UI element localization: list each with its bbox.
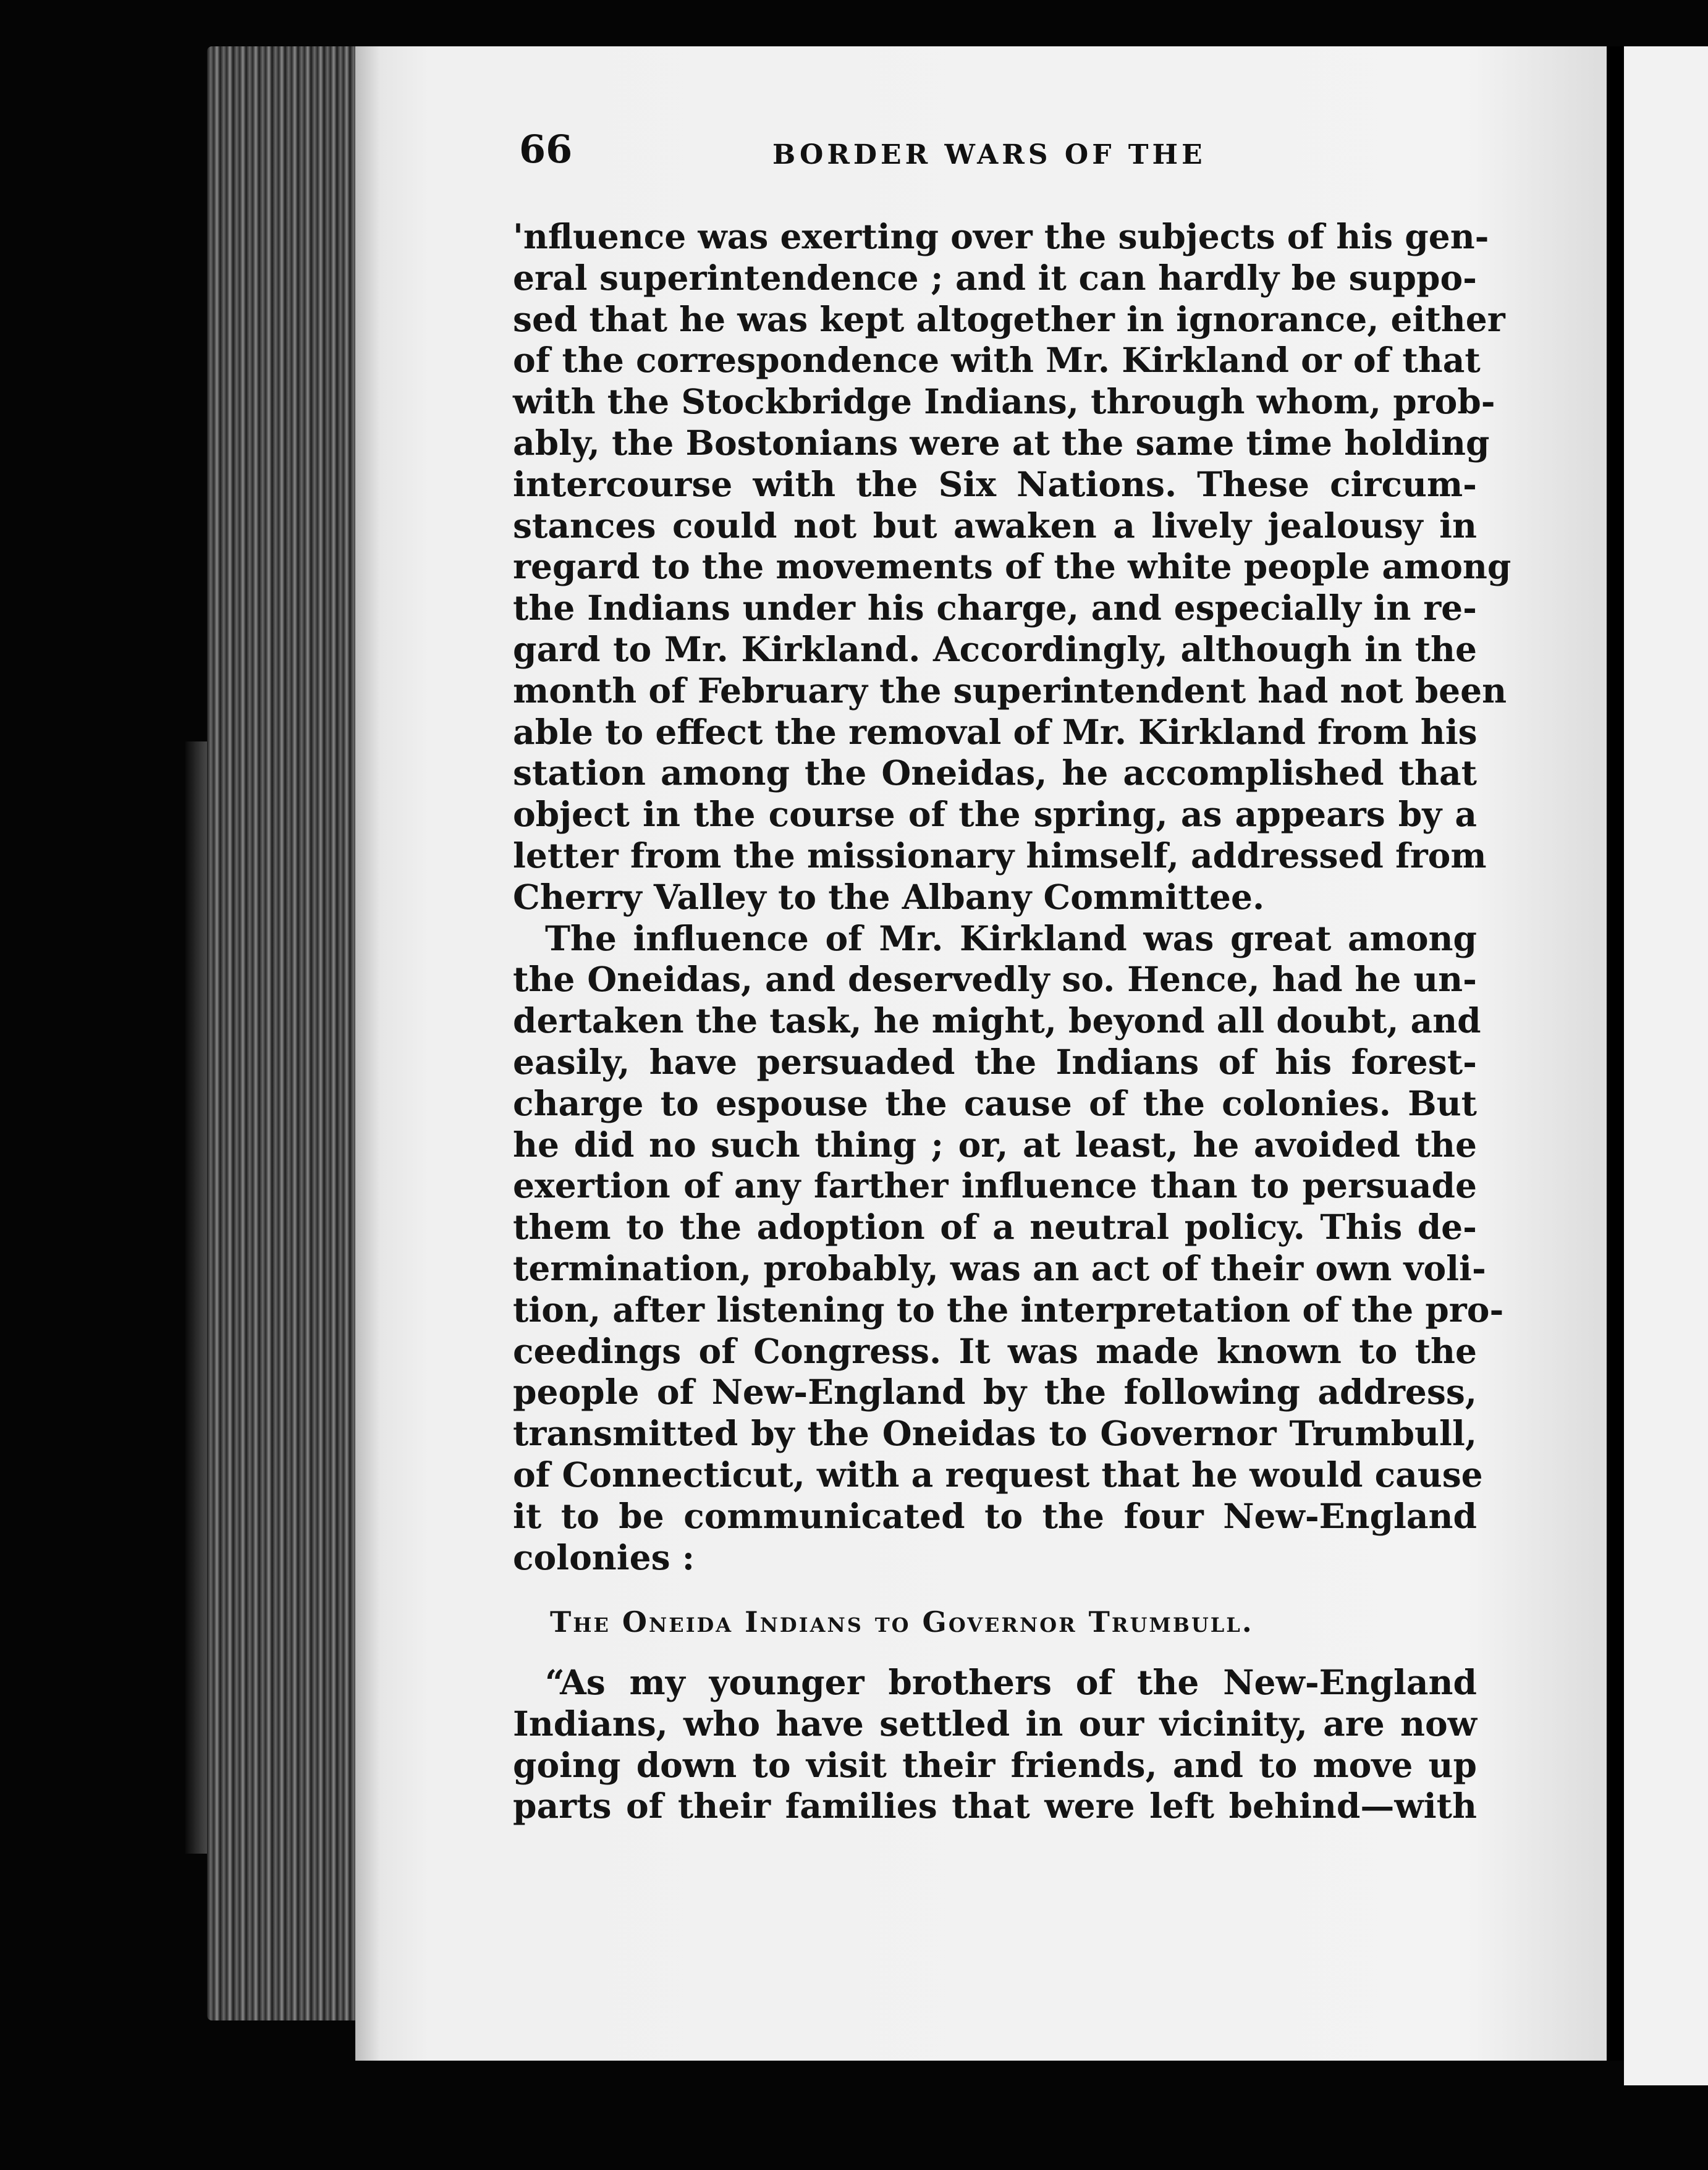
text-line: month of February the superintendent had not been	[513, 670, 1507, 711]
text-line: of the correspondence with Mr. Kirkland or of that	[513, 340, 1481, 381]
text-line: exertion of any farther influence than to persuade	[513, 1165, 1477, 1206]
text-line: it to be communicated to the four New-England	[513, 1495, 1477, 1536]
text-line: Cherry Valley to the Albany Committee.	[513, 876, 1265, 917]
text-line: 'nfluence was exerting over the subjects of his gen-	[513, 216, 1489, 256]
text-line: colonies :	[513, 1537, 695, 1577]
text-line: Indians, who have settled in our vicinity, are now	[513, 1703, 1477, 1744]
text-line: parts of their families that were left behind—with	[513, 1786, 1477, 1826]
text-line: intercourse with the Six Nations. These circum-	[513, 463, 1477, 504]
letter-heading: The Oneida Indians to Governor Trumbull.	[550, 1605, 1254, 1639]
text-line: gard to Mr. Kirkland. Accordingly, although in the	[513, 628, 1477, 669]
text-line: The influence of Mr. Kirkland was great among	[545, 918, 1477, 958]
text-line: letter from the missionary himself, addressed from	[513, 835, 1487, 876]
text-line: easily, have persuaded the Indians of his forest-	[513, 1041, 1477, 1082]
page-header	[519, 127, 1261, 176]
gutter-shadow	[1607, 46, 1624, 2061]
text-line: going down to visit their friends, and to move up	[513, 1744, 1477, 1785]
text-line: the Indians under his charge, and especially in re-	[513, 588, 1477, 628]
text-line: object in the course of the spring, as appears by a	[513, 794, 1477, 835]
text-line: with the Stockbridge Indians, through whom, prob-	[513, 381, 1495, 422]
text-line: the Oneidas, and deservedly so. Hence, had he un-	[513, 959, 1477, 1000]
text-line: transmitted by the Oneidas to Governor Trumbull,	[513, 1413, 1477, 1454]
text-line: ably, the Bostonians were at the same time holding	[513, 422, 1490, 463]
page-stack-edge	[207, 46, 358, 2020]
text-line: able to effect the removal of Mr. Kirkland from his	[513, 711, 1478, 752]
page-number: 66	[519, 127, 573, 172]
body-text	[513, 216, 1511, 1578]
text-line: people of New-England by the following address,	[513, 1372, 1477, 1412]
text-line: tion, after listening to the interpretation of the pro-	[513, 1289, 1504, 1330]
text-line: “As my younger brothers of the New-England	[545, 1662, 1477, 1702]
text-line: station among the Oneidas, he accomplished that	[513, 753, 1477, 793]
text-line: them to the adoption of a neutral policy. This de-	[513, 1207, 1477, 1248]
text-line: ceedings of Congress. It was made known to the	[513, 1330, 1477, 1371]
text-line: dertaken the task, he might, beyond all doubt, and	[513, 1000, 1481, 1041]
text-line: stances could not but awaken a lively jealousy in	[513, 505, 1477, 546]
facing-page-edge	[1624, 46, 1708, 2085]
running-head: BORDER WARS OF THE	[772, 139, 1206, 171]
text-line: he did no such thing ; or, at least, he avoided the	[513, 1124, 1477, 1165]
text-line: of Connecticut, with a request that he would cause	[513, 1454, 1483, 1495]
letter-text	[513, 1662, 1477, 1827]
text-line: termination, probably, was an act of their own voli-	[513, 1248, 1486, 1288]
text-line: regard to the movements of the white people among	[513, 546, 1511, 587]
text-line: eral superintendence ; and it can hardly be suppo-	[513, 257, 1477, 298]
text-line: charge to espouse the cause of the colonies. But	[513, 1083, 1477, 1123]
text-line: sed that he was kept altogether in ignorance, either	[513, 298, 1505, 339]
